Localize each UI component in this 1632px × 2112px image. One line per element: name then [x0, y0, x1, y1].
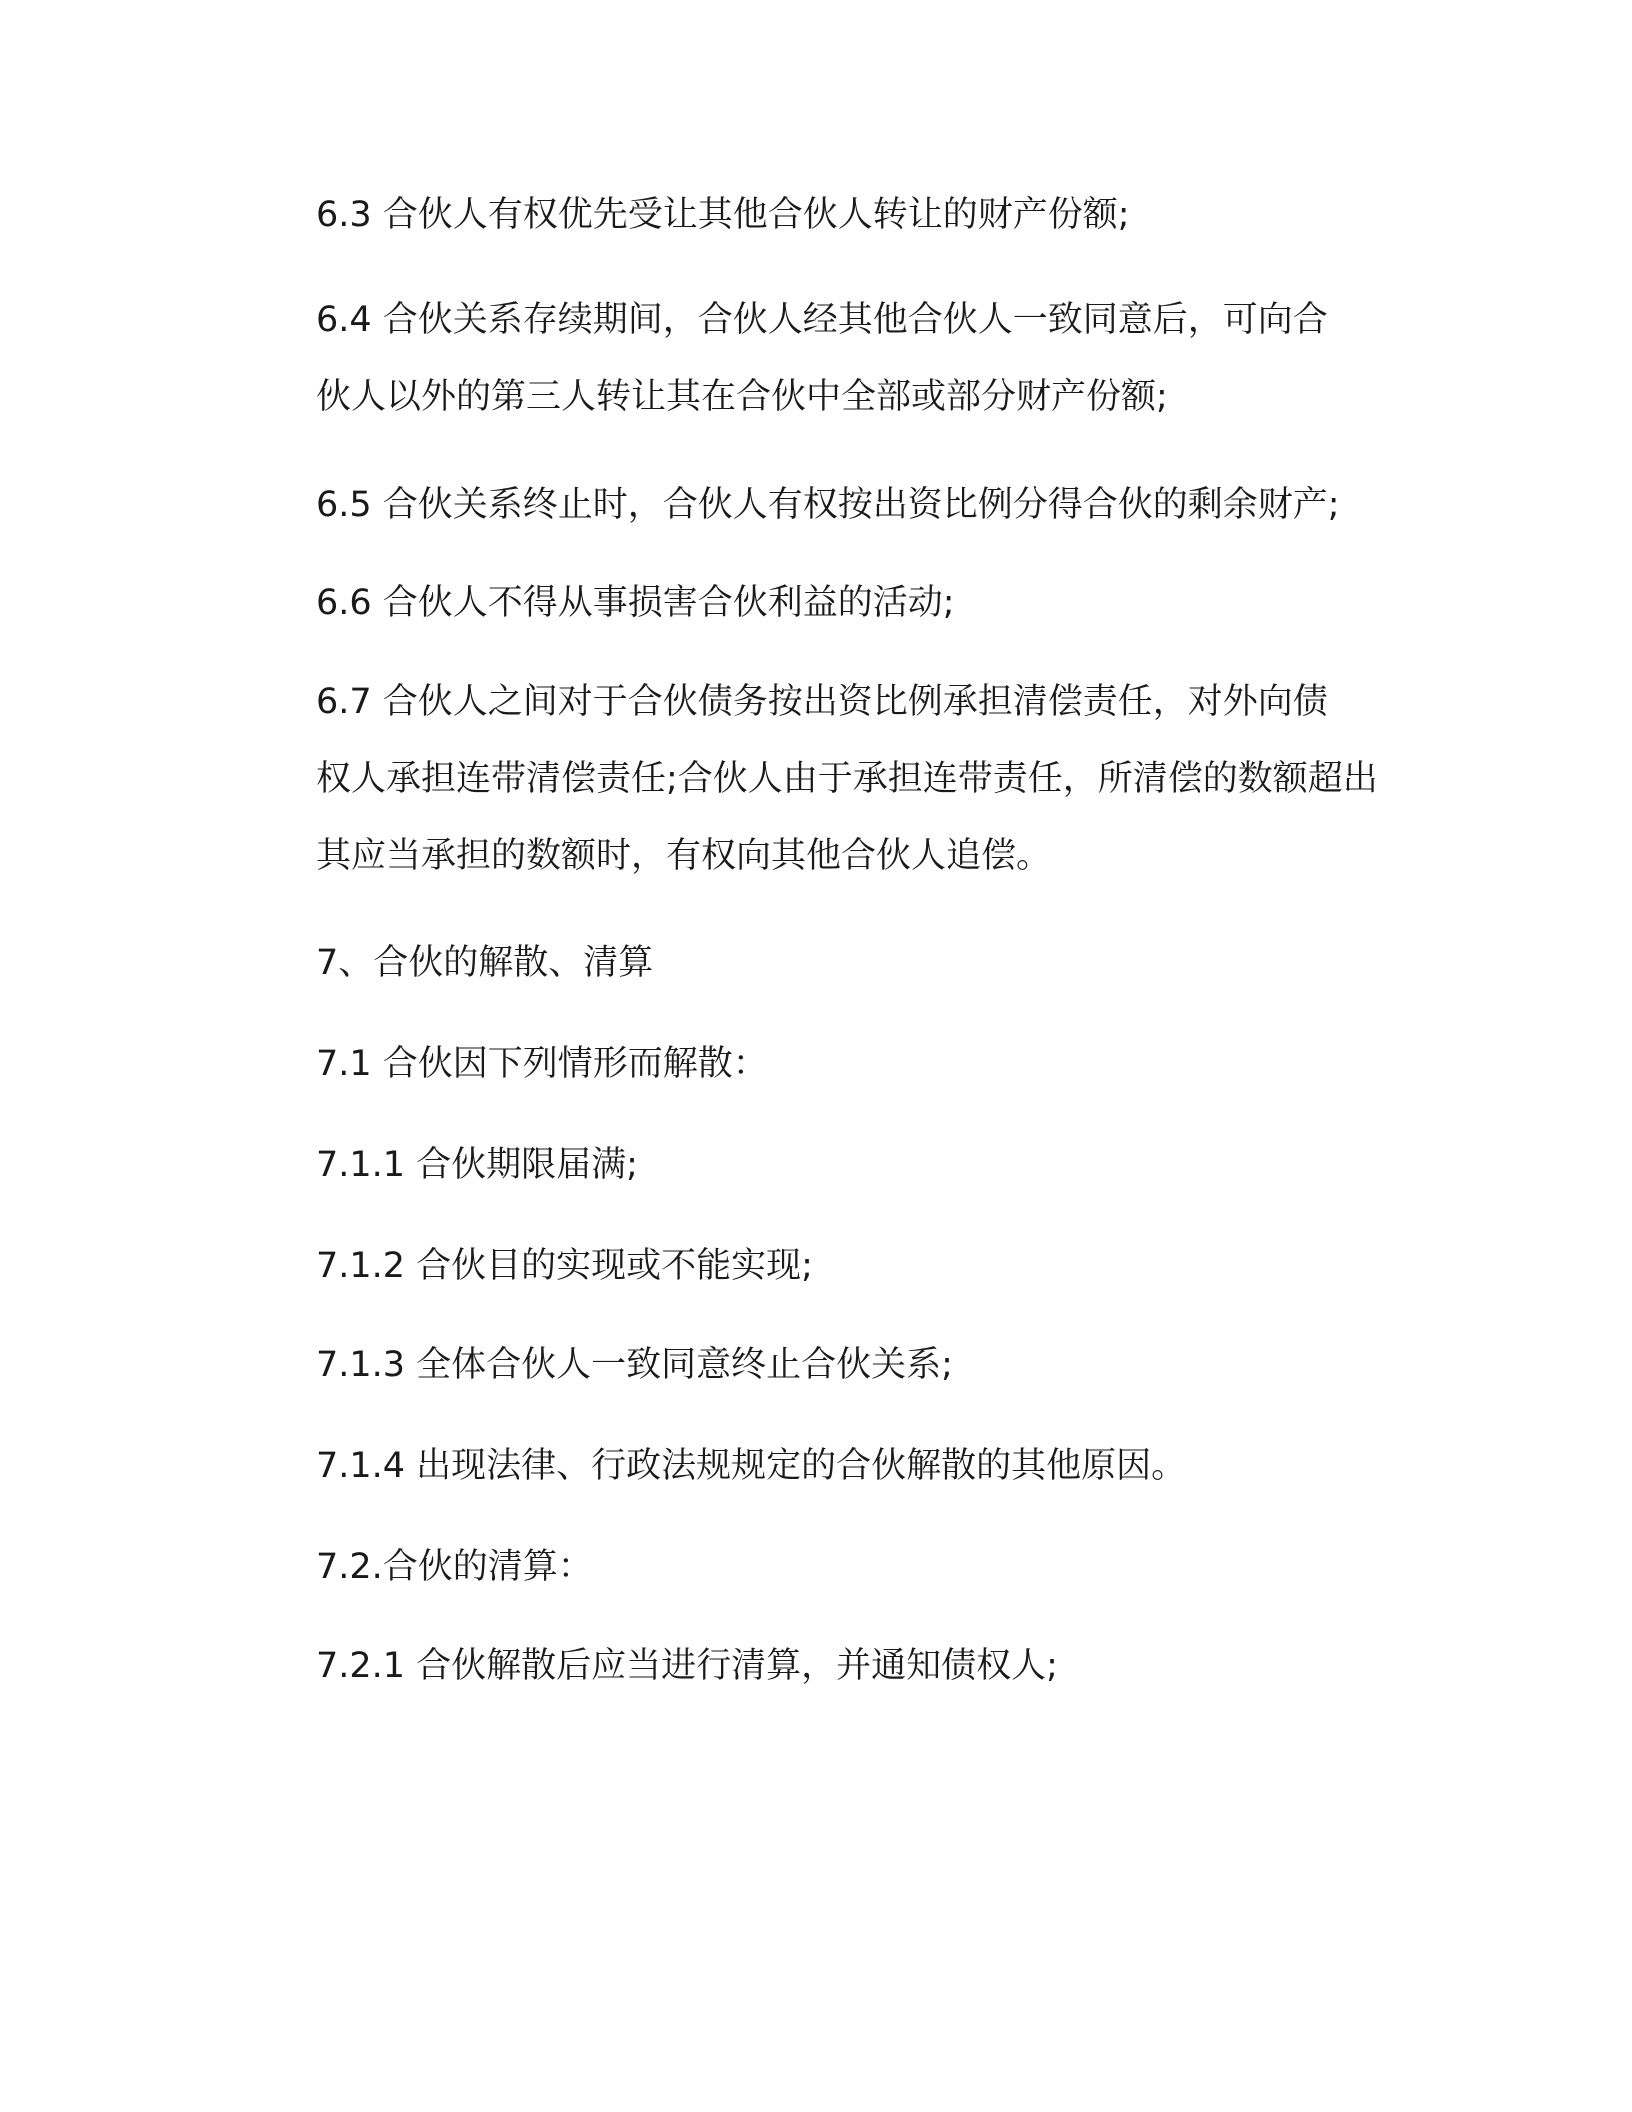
clause-7-1-2: [240, 1228, 1400, 1305]
clause-7-2: [240, 1529, 1400, 1606]
text-line: 权人承担连带清偿责任;合伙人由于承担连带责任，所清偿的数额超出: [316, 759, 1378, 799]
section-7-heading: [240, 925, 1400, 1002]
clause-7-1-4: [240, 1428, 1400, 1505]
text-line: 7.1 合伙因下列情形而解散：: [316, 1044, 768, 1084]
text-line: 7.1.4 出现法律、行政法规规定的合伙解散的其他原因。: [316, 1446, 1187, 1486]
clause-7-1: [240, 1026, 1400, 1103]
text-line: 伙人以外的第三人转让其在合伙中全部或部分财产份额;: [316, 377, 1168, 417]
text-line: 7.2.1 合伙解散后应当进行清算，并通知债权人;: [316, 1646, 1058, 1686]
clause-6-6: [240, 565, 1400, 642]
clause-6-3: [240, 177, 1400, 254]
text-line: 7、合伙的解散、清算: [316, 943, 654, 983]
clause-7-2-1: [240, 1628, 1400, 1705]
text-line: 6.5 合伙关系终止时，合伙人有权按出资比例分得合伙的剩余财产;: [316, 485, 1340, 525]
clause-6-5: [240, 467, 1400, 544]
text-line: 6.3 合伙人有权优先受让其他合伙人转让的财产份额;: [316, 195, 1130, 235]
text-line: 7.1.2 合伙目的实现或不能实现;: [316, 1246, 813, 1286]
clause-6-7: [240, 664, 1400, 895]
text-line: 7.1.3 全体合伙人一致同意终止合伙关系;: [316, 1345, 953, 1385]
text-line: 6.6 合伙人不得从事损害合伙利益的活动;: [316, 583, 955, 623]
clause-6-4: [240, 282, 1400, 436]
text-line: 7.1.1 合伙期限届满;: [316, 1145, 638, 1185]
clause-7-1-1: [240, 1127, 1400, 1204]
clause-7-1-3: [240, 1327, 1400, 1404]
text-line: 6.7 合伙人之间对于合伙债务按出资比例承担清偿责任，对外向债: [316, 682, 1328, 722]
text-line: 其应当承担的数额时，有权向其他合伙人追偿。: [316, 836, 1052, 876]
text-line: 7.2.合伙的清算：: [316, 1547, 593, 1587]
text-line: 6.4 合伙关系存续期间，合伙人经其他合伙人一致同意后，可向合: [316, 300, 1328, 340]
